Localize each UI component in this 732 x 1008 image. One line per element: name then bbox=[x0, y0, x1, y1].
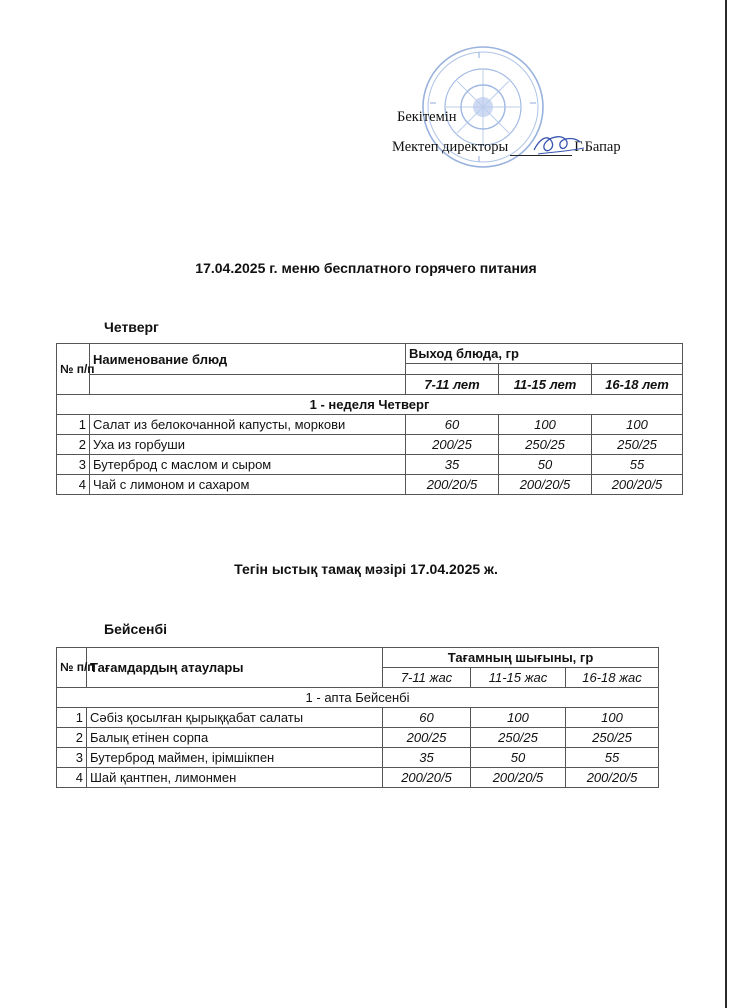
director-label: Мектеп директоры bbox=[392, 139, 509, 155]
kz-age-16-18: 16-18 жас bbox=[566, 668, 659, 688]
approval-word: Бекітемін bbox=[397, 109, 457, 125]
kz-menu-title: Тегін ыстық тамақ мәзірі 17.04.2025 ж. bbox=[234, 561, 498, 577]
kz-header-name: Тағамдардың атаулары bbox=[87, 648, 383, 688]
kz-header-yield: Тағамның шығыны, гр bbox=[383, 648, 659, 668]
ru-day-label: Четверг bbox=[104, 319, 159, 335]
handwritten-signature bbox=[530, 128, 588, 160]
ru-header-name: Наименование блюд bbox=[90, 344, 406, 375]
kz-age-11-15: 11-15 жас bbox=[471, 668, 566, 688]
table-row: 2 Уха из горбуши 200/25 250/25 250/25 bbox=[57, 435, 683, 455]
ru-age-16-18: 16-18 лет bbox=[592, 375, 683, 395]
table-row: 3 Бутерброд маймен, ірімшікпен 35 50 55 bbox=[57, 748, 659, 768]
table-row: 1 Салат из белокочанной капусты, моркови 60 100 100 bbox=[57, 415, 683, 435]
ru-menu-table bbox=[56, 343, 683, 495]
scan-edge-line bbox=[725, 0, 727, 1008]
ru-age-7-11: 7-11 лет bbox=[406, 375, 499, 395]
table-row: 1 Сәбіз қосылған қырыққабат салаты 60 100 100 bbox=[57, 708, 659, 728]
ru-week-label: 1 - неделя Четверг bbox=[57, 395, 683, 415]
table-row: 3 Бутерброд с маслом и сыром 35 50 55 bbox=[57, 455, 683, 475]
kz-week-label: 1 - апта Бейсенбі bbox=[57, 688, 659, 708]
kz-header-num: № п/п bbox=[57, 648, 87, 688]
kz-day-label: Бейсенбі bbox=[104, 621, 168, 637]
director-name: Г.Бапар bbox=[574, 139, 621, 155]
table-row: 2 Балық етінен сорпа 200/25 250/25 250/25 bbox=[57, 728, 659, 748]
ru-header-num: № п/п bbox=[57, 344, 90, 395]
kz-age-7-11: 7-11 жас bbox=[383, 668, 471, 688]
kz-menu-table bbox=[56, 647, 659, 788]
table-row: 4 Шай қантпен, лимонмен 200/20/5 200/20/5 200/20/5 bbox=[57, 768, 659, 788]
table-row: 4 Чай с лимоном и сахаром 200/20/5 200/20/5 200/20/5 bbox=[57, 475, 683, 495]
ru-header-yield: Выход блюда, гр bbox=[406, 344, 683, 364]
ru-age-11-15: 11-15 лет bbox=[499, 375, 592, 395]
ru-menu-title: 17.04.2025 г. меню бесплатного горячего питания bbox=[195, 260, 537, 276]
